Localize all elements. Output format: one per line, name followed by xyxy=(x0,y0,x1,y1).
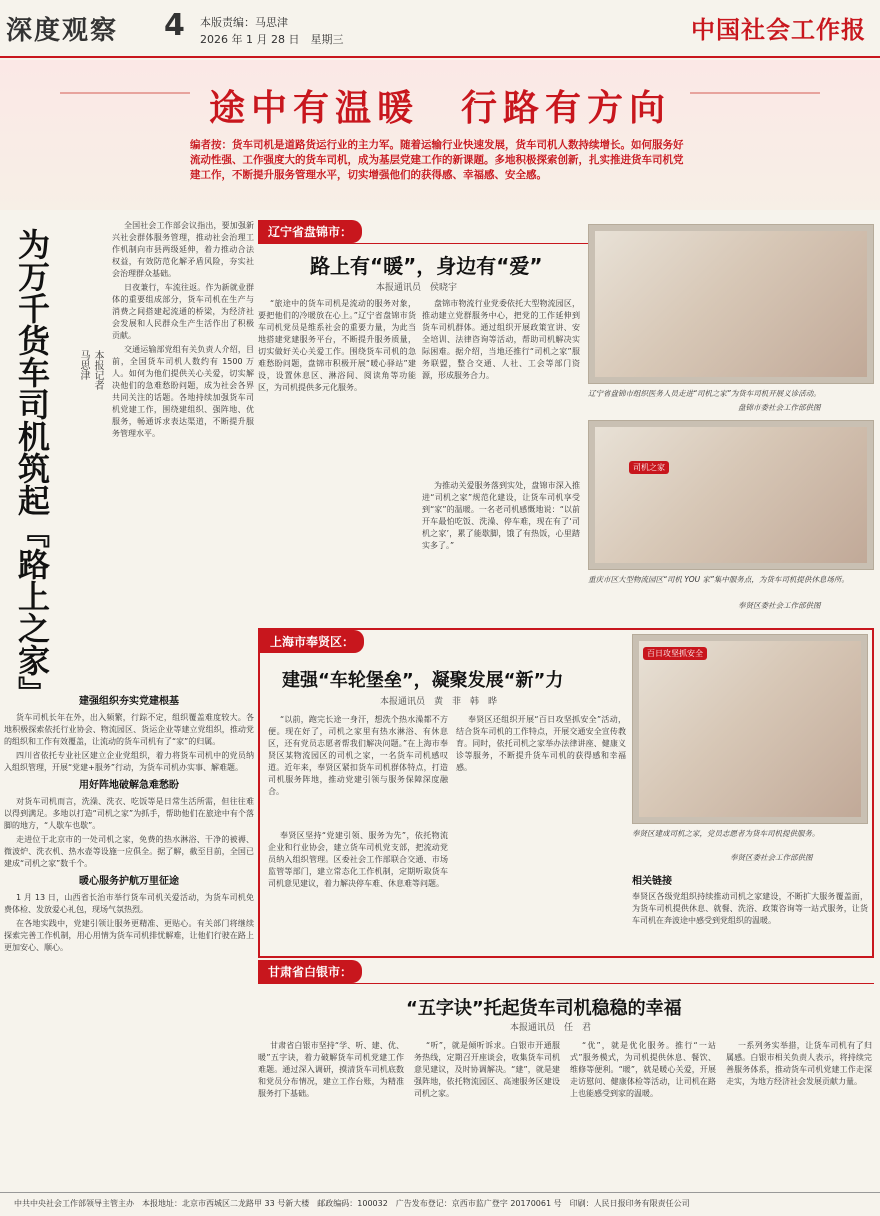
lead-article-title: 为万千货车司机筑起『路上之家』 xyxy=(13,228,51,708)
article-title: 建强“车轮堡垒”，凝聚发展“新”力 xyxy=(282,670,564,691)
paragraph: 奉贤区还组织开展“百日攻坚抓安全”活动，结合货车司机的工作特点，开展交通安全宣传教育。同时，依托司机之家举办法律讲座、健康义诊等服务，不断提升货车司机的获得感和幸福感。 xyxy=(456,715,626,772)
article-column xyxy=(726,1040,872,1090)
editor-note: 编者按：货车司机是道路货运行业的主力军。随着运输行业快速发展，货车司机人数持续增长。如何服务好流动性强、工作强度大的货车司机，成为基层党建工作的新课题。多地积极探索创新，扎实推进货车司机党建工作，不断提升服务管理水平，切实增强他们的获得感、幸福感、安全感。 xyxy=(190,139,684,181)
photo-banner-text: 百日攻坚抓安全 xyxy=(643,647,707,660)
section-label: 辽宁省盘锦市： xyxy=(258,220,362,243)
photo-image xyxy=(639,641,861,817)
paragraph: 交通运输部党组有关负责人介绍，目前，全国货车司机人数约有 1500 万人。如何为他们提供关心关爱，切实解决他们的急难愁盼问题，成为社会各界共同关注的话题。各地持续加强货车司机党建工作，围绕建组织、强阵地、优服务，畅通诉求表达渠道，不断提升服务管理水平。 xyxy=(112,345,254,438)
paragraph: 在各地实践中，党建引领让服务更精准、更贴心。有关部门将继续探索完善工作机制，用心用情为货车司机排忧解难，让他们行驶在路上更加安心、顺心。 xyxy=(4,919,254,952)
article-column xyxy=(570,1040,716,1102)
paragraph: 一系列务实举措，让货车司机有了归属感。白银市相关负责人表示，将持续完善服务体系，推动货车司机党建工作走深走实，为地方经济社会发展贡献力量。 xyxy=(726,1041,872,1086)
section-label: 上海市奉贤区： xyxy=(260,630,364,653)
paragraph: 对货车司机而言，洗澡、洗衣、吃饭等是日常生活所需，但往往难以得到满足。多地以打造“司机之家”为抓手，帮助他们在旅途中有个落脚的地方，“人歇车也歇”。 xyxy=(4,797,254,830)
lead-article-intro xyxy=(112,220,254,442)
paragraph: 货车司机长年在外，出入频繁，行踪不定，组织覆盖难度较大。各地积极探索依托行业协会、物流园区、货运企业等建立党组织，推动党的组织和工作有效覆盖，让流动的货车司机有了“家”的归属。 xyxy=(4,713,254,746)
page-footer: 中共中央社会工作部领导主管主办 本报地址：北京市西城区二龙路甲 33 号新大楼 邮政编码：100032 广告发布登记：京西市监广登字 20170061 号 印刷：人民日报印务有限责任公司 xyxy=(0,1192,880,1216)
photo-medical-checkup xyxy=(588,224,874,384)
article-column xyxy=(258,298,416,396)
subheading: 用好阵地破解急难愁盼 xyxy=(79,780,179,791)
article-byline: 本报通讯员 任 君 xyxy=(510,1023,592,1033)
photo-credit: 奉贤区委社会工作部供图 xyxy=(738,601,821,610)
photo-credit: 盘锦市委社会工作部供图 xyxy=(738,403,821,412)
sidebar-text: 奉贤区各级党组织持续推动司机之家建设，不断扩大服务覆盖面，为货车司机提供休息、就餐、洗浴、政策咨询等一站式服务，让货车司机在奔波途中感受到党组织的温暖。 xyxy=(632,892,868,925)
section-title: 深度观察 xyxy=(6,16,119,46)
paragraph: 全国社会工作部会议指出，要加强新兴社会群体服务管理，推动社会治理工作机制向市县两级延伸，着力推动合法权益，有效防范化解矛盾风险，夯实社会治理群众基础。 xyxy=(112,221,254,278)
sidebar-title: 相关链接 xyxy=(632,876,672,887)
article-byline: 本报通讯员 侯晓宇 xyxy=(376,283,458,293)
section-label: 甘肃省白银市： xyxy=(258,960,362,983)
article-column xyxy=(422,480,580,554)
photo-sign-text: 司机之家 xyxy=(629,461,669,474)
photo-caption: 奉贤区建成司机之家，党员志愿者为货车司机提供服务。 xyxy=(632,829,820,838)
section-label-row xyxy=(258,960,874,984)
feature-banner xyxy=(0,60,880,210)
lead-article-byline xyxy=(76,350,104,390)
masthead-logo: 中国社会工作报 xyxy=(691,15,866,44)
article-byline: 本报通讯员 黄 菲 韩 晔 xyxy=(380,697,498,707)
paragraph: 奉贤区坚持“党建引领、服务为先”，依托物流企业和行业协会，建立货车司机党支部，把流动党员纳入组织管理。区委社会工作部联合交通、市场监管等部门，建立常态化工作机制，定期听取货车司机意见建议，着力解决停车难、休息难等问题。 xyxy=(268,831,448,888)
article-title: 路上有“暖”，身边有“爱” xyxy=(310,254,543,278)
paragraph: “优”，就是优化服务。推行“一站式”服务模式，为司机提供休息、餐饮、维修等便利。“暖”，就是暖心关爱，开展走访慰问、健康体检等活动，让司机在路上也能感受到家的温暖。 xyxy=(570,1041,716,1098)
lead-article-body xyxy=(4,690,254,956)
section-rule xyxy=(258,983,874,984)
photo-caption: 重庆市区大型物流园区“司机 YOU 家”集中服务点，为货车司机提供休息场所。 xyxy=(588,575,849,584)
photo-image xyxy=(595,231,867,377)
paragraph: 为推动关爱服务落到实处，盘锦市深入推进“司机之家”规范化建设，让货车司机享受到“家”的温暖。一名老司机感慨地说：“以前开车最怕吃饭、洗澡、停车难，现在有了‘司机之家’，累了能歇脚，饿了有热饭，心里踏实多了。” xyxy=(422,481,580,550)
feature-title: 途中有温暖 行路有方向 xyxy=(208,88,671,129)
byline-name: 马思津 xyxy=(78,350,89,380)
page-number: 4 xyxy=(164,8,185,43)
photo-image xyxy=(595,427,867,563)
article-column xyxy=(422,298,580,384)
related-sidebar xyxy=(632,866,868,927)
paragraph: 日夜兼行，车流往返。作为新就业群体的重要组成部分，货车司机在生产与消费之间搭建起流通的桥梁，为经济社会发展和人民群众生产生活作出了积极贡献。 xyxy=(112,283,254,340)
photo-credit: 奉贤区委社会工作部供图 xyxy=(730,853,813,862)
header-rule xyxy=(0,56,880,58)
subheading: 建强组织夯实党建根基 xyxy=(79,696,179,707)
article-column xyxy=(258,1040,404,1102)
subheading: 暖心服务护航万里征途 xyxy=(79,876,179,887)
paragraph: “听”，就是倾听诉求。白银市开通服务热线，定期召开座谈会，收集货车司机意见建议，及时协调解决。“建”，就是建强阵地，依托物流园区、高速服务区建设司机之家。 xyxy=(414,1041,560,1098)
article-column xyxy=(456,714,626,776)
byline-role: 本报记者 xyxy=(92,350,103,390)
paragraph: 盘锦市物流行业党委依托大型物流园区，推动建立党群服务中心，把党的工作延伸到货车司机群体。通过组织开展政策宣讲、安全培训、法律咨询等活动，帮助司机解决实际困难。据介绍，当地还推行“司机之家”服务联盟，整合交通、人社、工会等部门资源，形成服务合力。 xyxy=(422,299,580,380)
article-title: “五字诀”托起货车司机稳稳的幸福 xyxy=(406,998,682,1019)
photo-caption: 辽宁省盘锦市组织医务人员走进“司机之家”为货车司机开展义诊活动。 xyxy=(588,389,821,398)
article-column xyxy=(414,1040,560,1102)
article-baiyin xyxy=(258,960,874,1216)
paragraph: “以前，跑完长途一身汗，想洗个热水澡都不方便。现在好了，司机之家里有热水淋浴、有休息区，还有党员志愿者帮我们解决问题。”在上海市奉贤区某物流园区的司机之家，一名货车司机感叹道。近年来，奉贤区紧扣货车司机群体特点，打造司机服务阵地，推动党建引领与服务保障深度融合。 xyxy=(268,715,448,796)
date-line: 2026 年 1 月 28 日 星期三 xyxy=(200,33,344,46)
article-panjin xyxy=(258,220,874,620)
photo-safety-campaign xyxy=(632,634,868,824)
article-column xyxy=(268,830,448,892)
lead-article xyxy=(4,220,254,1180)
paragraph: 走进位于北京市的一处司机之家，免费的热水淋浴、干净的被褥、微波炉、洗衣机、热水壶等设施一应俱全。据了解，截至目前，全国已建成“司机之家”数千个。 xyxy=(4,835,254,868)
article-fengxian xyxy=(258,628,874,958)
page-header xyxy=(0,0,880,60)
photo-driver-home xyxy=(588,420,874,570)
paragraph: 甘肃省白银市坚持“学、听、建、优、暖”五字诀，着力破解货车司机党建工作难题。通过深入调研，摸清货车司机底数和党员分布情况，建立工作台账，为精准服务打下基础。 xyxy=(258,1041,404,1098)
paragraph: “旅途中的货车司机是流动的服务对象，要把他们的冷暖放在心上。”辽宁省盘锦市货车司机党员是维系社会的重要力量，为此当地搭建党建服务平台，不断提升服务质量，切实做好关心关爱工作。围绕货车司机的急难愁盼问题，盘锦市积极开展“暖心驿站”建设，设置休息区、淋浴间、阅读角等功能区，为司机提供多元化服务。 xyxy=(258,299,416,392)
article-column xyxy=(268,714,448,800)
editor-line: 本版责编：马思津 xyxy=(200,16,288,29)
paragraph: 四川省依托专业社区建立企业党组织，着力将货车司机中的党员纳入组织管理，开展“党建+服务”行动，为货车司机办实事、解难题。 xyxy=(4,751,254,772)
header-meta xyxy=(200,14,343,48)
paragraph: 1 月 13 日，山西省长治市举行货车司机关爱活动，为货车司机免费体检、发放爱心礼包，现场气氛热烈。 xyxy=(4,893,254,914)
